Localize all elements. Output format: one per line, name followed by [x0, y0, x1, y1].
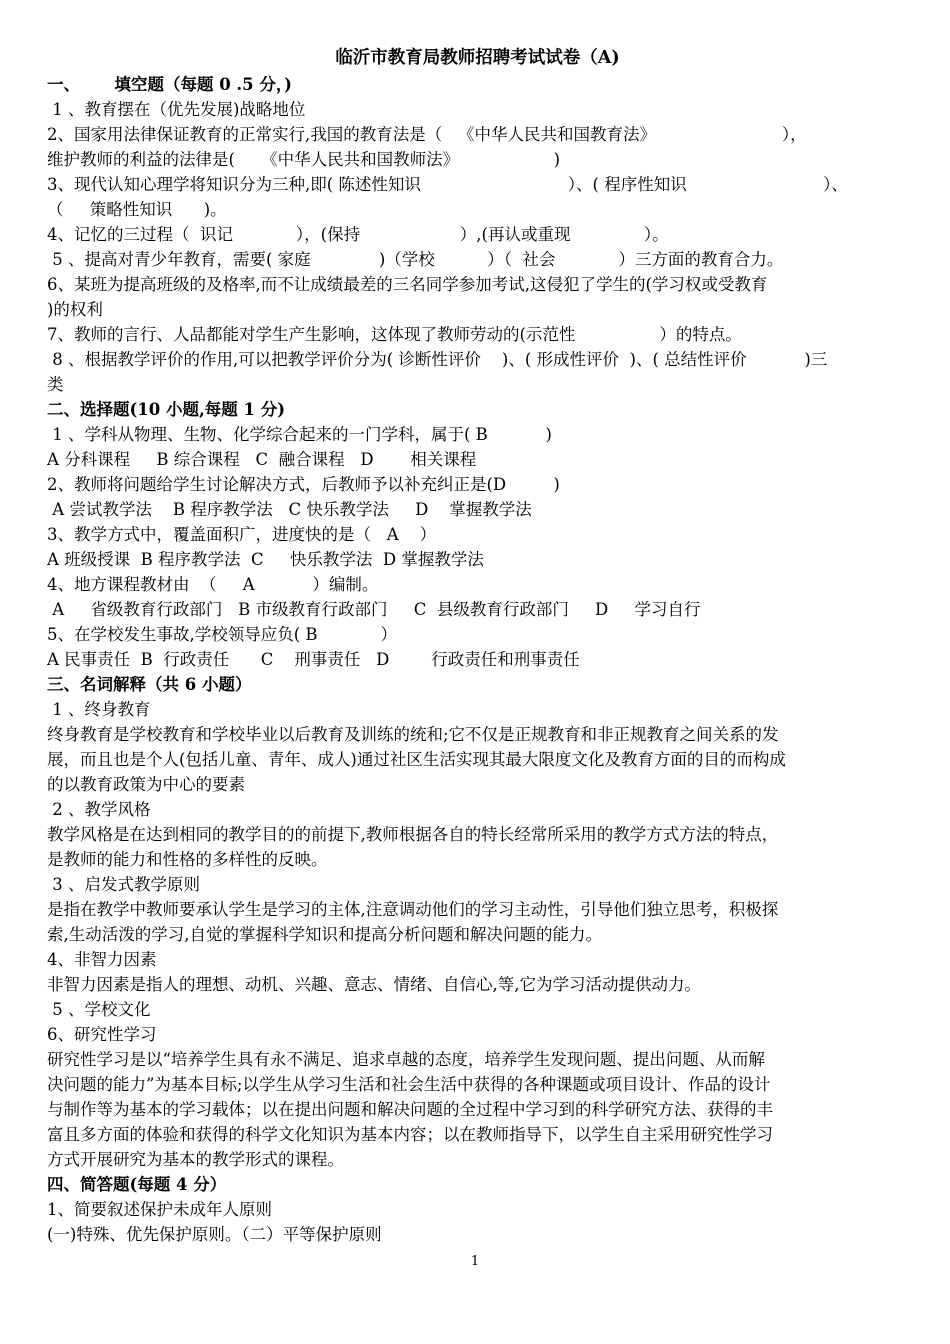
term-2-definition: 教学风格是在达到相同的教学目的的前提下,教师根据各自的特长经常所采用的教学方式方法的特点，: [47, 825, 779, 844]
choice-question-5: 5、在学校发生事故,学校领导应负( B ）: [47, 625, 397, 644]
page-number: 1: [470, 1254, 480, 1269]
term-1-definition-cont: 展，而且也是个人(包括儿童、青年、成人)通过社区生活实现其最大限度文化及教育方面的目的而构成: [47, 750, 786, 769]
term-5-title: 5 、学校文化: [47, 1000, 151, 1019]
fill-question-8-cont: 类: [47, 375, 64, 394]
fill-question-3-cont: （ 策略性知识 )。: [47, 200, 227, 219]
short-answer-question-1: 1、简要叙述保护未成年人原则: [47, 1200, 272, 1219]
term-3-definition-cont: 索,生动活泼的学习,自觉的掌握科学知识和提高分析问题和解决问题的能力。: [47, 925, 602, 944]
short-answer-answer-1: (一)特殊、优先保护原则。（二）平等保护原则: [47, 1225, 382, 1244]
term-6-title: 6、研究性学习: [47, 1025, 157, 1044]
choice-question-2: 2、教师将问题给学生讨论解决方式，后教师予以补充纠正是(D ): [47, 475, 560, 494]
fill-question-6-cont: )的权利: [47, 300, 103, 319]
term-3-definition: 是指在教学中教师要承认学生是学习的主体,注意调动他们的学习主动性，引导他们独立思考，积极探: [47, 900, 779, 919]
choice-options-1: A 分科课程 B 综合课程 C 融合课程 D 相关课程: [47, 450, 477, 469]
fill-question-2: 2、国家用法律保证教育的正常实行,我国的教育法是（ 《中华人民共和国教育法》 ），: [47, 125, 807, 144]
fill-question-6: 6、某班为提高班级的及格率,而不让成绩最差的三名同学参加考试,这侵犯了学生的(学习权或受教育: [47, 275, 768, 294]
term-6-definition-cont: 决问题的能力”为基本目标;以学生从学习生活和社会生活中获得的各种课题或项目设计、作品的设计: [47, 1075, 771, 1094]
choice-options-5: A 民事责任 B 行政责任 C 刑事责任 D 行政责任和刑事责任: [47, 650, 580, 669]
term-6-definition-cont: 富且多方面的体验和获得的科学文化知识为基本内容；以在教师指导下，以学生自主采用研究性学习: [47, 1125, 773, 1144]
term-6-definition-cont: 与制作等为基本的学习载体；以在提出问题和解决问题的全过程中学习到的科学研究方法、获得的丰: [47, 1100, 773, 1119]
term-1-definition-end: 的以教育政策为中心的要素: [47, 775, 245, 794]
section-4-heading: 四、简答题(每题 4 分）: [47, 1175, 227, 1194]
choice-options-3: A 班级授课 B 程序教学法 C 快乐教学法 D 掌握教学法: [47, 550, 484, 569]
fill-question-4: 4、记忆的三过程（ 识记 ），(保持 ）,(再认或重现 ）。: [47, 225, 669, 244]
fill-question-2-cont: 维护教师的利益的法律是( 《中华人民共和国教师法》 ): [47, 150, 561, 169]
term-4-title: 4、非智力因素: [47, 950, 157, 969]
choice-options-2: A 尝试教学法 B 程序教学法 C 快乐教学法 D 掌握教学法: [47, 500, 532, 519]
term-4-definition: 非智力因素是指人的理想、动机、兴趣、意志、情绪、自信心,等,它为学习活动提供动力。: [47, 975, 701, 994]
fill-question-5: 5 、提高对青少年教育，需要( 家庭 )（学校 ）（ 社会 ）三方面的教育合力。: [47, 250, 784, 269]
term-6-definition: 研究性学习是以“培养学生具有永不满足、追求卓越的态度，培养学生发现问题、提出问题、从而解: [47, 1050, 765, 1069]
term-1-definition: 终身教育是学校教育和学校毕业以后教育及训练的统和;它不仅是正规教育和非正规教育之间关系的发: [47, 725, 779, 744]
section-1-heading: 一、 填空题（每题 0 .5 分，): [47, 75, 292, 94]
term-1-title: 1 、终身教育: [47, 700, 151, 719]
term-3-title: 3 、启发式教学原则: [47, 875, 200, 894]
choice-question-1: 1 、学科从物理、生物、化学综合起来的一门学科，属于( B ): [47, 425, 552, 444]
choice-question-3: 3、教学方式中，覆盖面积广，进度快的是（ A ）: [47, 525, 437, 544]
section-3-heading: 三、名词解释（共 6 小题）: [47, 675, 252, 694]
fill-question-7: 7、教师的言行、人品都能对学生产生影响，这体现了教师劳动的(示范性 ）的特点。: [47, 325, 742, 344]
section-2-heading: 二、选择题(10 小题,每题 1 分): [47, 400, 286, 419]
choice-question-4: 4、地方课程教材由 （ A ）编制。: [47, 575, 379, 594]
page-title: 临沂市教育局教师招聘考试试卷（A): [335, 48, 620, 68]
term-6-definition-end: 方式开展研究为基本的教学形式的课程。: [47, 1150, 344, 1169]
term-2-title: 2 、教学风格: [47, 800, 151, 819]
fill-question-3: 3、现代认知心理学将知识分为三种,即( 陈述性知识 ）、( 程序性知识 ）、: [47, 175, 848, 194]
fill-question-8: 8 、根据教学评价的作用,可以把教学评价分为( 诊断性评价 )、( 形成性评价 )、( 总结性评价 )三: [47, 350, 828, 369]
fill-question-1: 1 、教育摆在（优先发展)战略地位: [47, 100, 306, 119]
term-2-definition-cont: 是教师的能力和性格的多样性的反映。: [47, 850, 328, 869]
choice-options-4: A 省级教育行政部门 B 市级教育行政部门 C 县级教育行政部门 D 学习自行: [47, 600, 701, 619]
